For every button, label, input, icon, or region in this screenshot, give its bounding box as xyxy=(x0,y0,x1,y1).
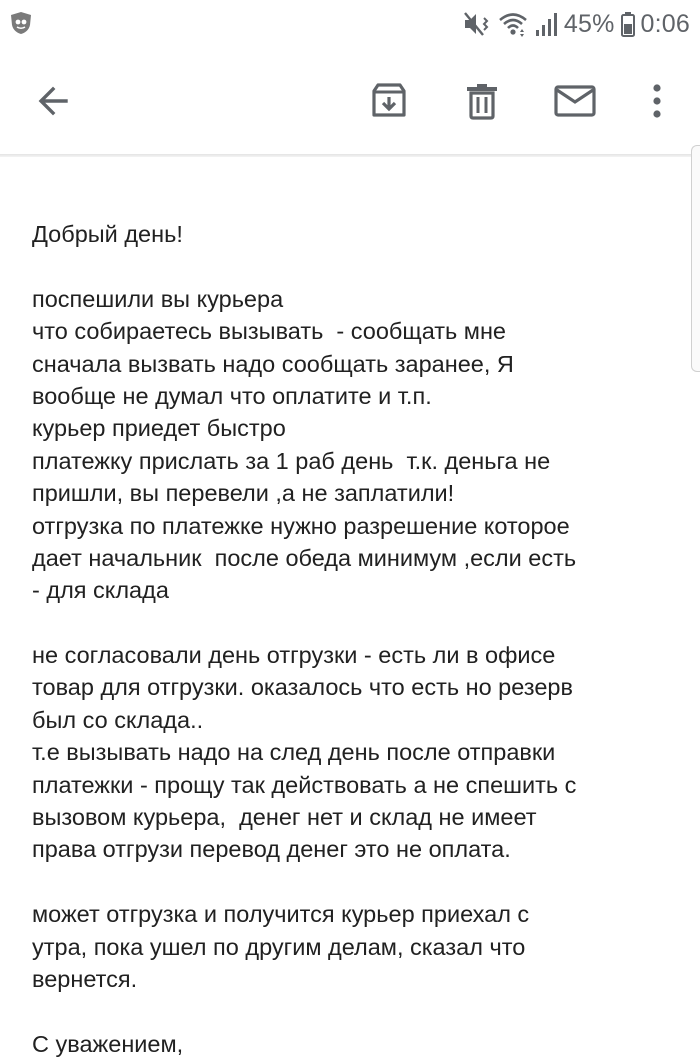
trash-icon xyxy=(465,82,499,120)
email-body xyxy=(32,218,692,1060)
email-text-line: поспешили вы курьера xyxy=(32,285,284,312)
archive-button[interactable] xyxy=(364,76,414,126)
toolbar xyxy=(0,52,700,152)
email-text-line: Добрый день! xyxy=(32,221,183,247)
email-blank-line xyxy=(32,250,692,282)
email-text-line: - для склада xyxy=(32,577,169,604)
email-text-line: С уважением, xyxy=(32,1030,184,1057)
delete-button[interactable] xyxy=(457,76,507,126)
email-text-line: сначала вызвать надо сообщать заранее, Я xyxy=(32,350,514,377)
back-arrow-icon xyxy=(36,84,70,118)
clock: 0:06 xyxy=(640,9,690,38)
mute-vibrate-icon xyxy=(462,10,492,38)
email-text-line: дает начальник после обеда минимум ,если есть xyxy=(32,544,577,571)
email-text-line: утра, пока ушел по другим делам, сказал что xyxy=(32,933,526,960)
email-text-line: платежку прислать за 1 раб день т.к. деньга не xyxy=(32,447,551,474)
battery-percent: 45% xyxy=(563,9,615,38)
email-text-line: курьер приедет быстро xyxy=(32,415,286,442)
email-text-line: права отгрузи перевод денег это не оплата. xyxy=(32,836,511,863)
status-bar xyxy=(0,0,700,48)
email-blank-line xyxy=(32,607,692,639)
mail-icon xyxy=(554,84,596,118)
email-text-line: вообще не думал что оплатите и т.п. xyxy=(32,382,432,409)
email-text-line: платежки - прощу так действовать а не спешить с xyxy=(32,771,577,798)
toolbar-divider xyxy=(0,154,700,157)
email-text-line: вернется. xyxy=(32,965,138,992)
email-text-line: т.е вызывать надо на след день после отправки xyxy=(32,739,556,766)
battery-icon xyxy=(621,11,635,37)
mark-unread-button[interactable] xyxy=(550,76,600,126)
back-button[interactable] xyxy=(28,76,78,126)
shield-app-icon xyxy=(8,10,34,36)
scrollbar[interactable] xyxy=(691,145,700,372)
email-text-line: может отгрузка и получится курьер приехал с xyxy=(32,901,530,928)
email-text-line: пришли, вы перевели ,а не заплатили! xyxy=(32,480,455,507)
email-text-line: не согласовали день отгрузки - есть ли в офисе xyxy=(32,642,556,669)
more-vertical-icon xyxy=(651,83,663,119)
email-blank-line xyxy=(32,866,692,898)
email-text-line: вызовом курьера, денег нет и склад не имеет xyxy=(32,804,537,831)
more-options-button[interactable] xyxy=(632,76,682,126)
signal-icon xyxy=(534,10,558,38)
wifi-icon xyxy=(498,10,528,38)
email-blank-line xyxy=(32,995,692,1027)
email-text-line: был со склада.. xyxy=(32,706,204,733)
email-text-line: что собираетесь вызывать - сообщать мне xyxy=(32,318,507,345)
email-text-line: товар для отгрузки. оказалось что есть но резерв xyxy=(32,674,573,701)
email-text-line: отгрузка по платежке нужно разрешение которое xyxy=(32,512,570,539)
archive-icon xyxy=(370,82,408,120)
